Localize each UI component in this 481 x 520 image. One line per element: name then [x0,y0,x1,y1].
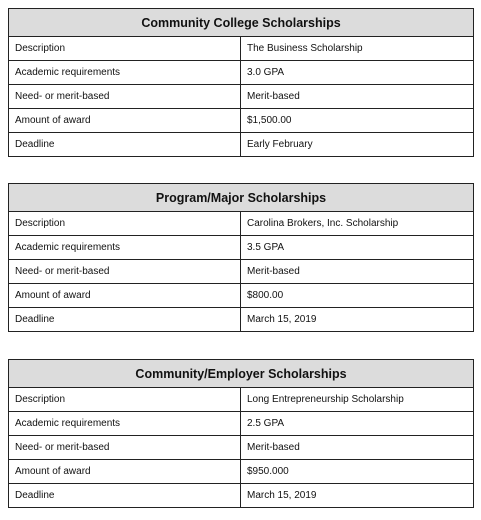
table-row [9,436,474,460]
row-label: Description [9,37,241,61]
row-label: Academic requirements [9,412,241,436]
row-value: 3.5 GPA [241,236,474,260]
table-row [9,109,474,133]
table-title: Community/Employer Scholarships [9,360,474,388]
community-employer-scholarships-table [8,359,474,508]
row-label: Description [9,212,241,236]
row-value: 3.0 GPA [241,61,474,85]
table-row [9,412,474,436]
row-label: Need- or merit-based [9,436,241,460]
table-header-row [9,184,474,212]
table-row [9,85,474,109]
row-value: $800.00 [241,284,474,308]
row-value: Early February [241,133,474,157]
table-row [9,133,474,157]
row-value: March 15, 2019 [241,484,474,508]
table-row [9,484,474,508]
table-row [9,284,474,308]
row-label: Description [9,388,241,412]
row-value: Carolina Brokers, Inc. Scholarship [241,212,474,236]
table-row [9,212,474,236]
row-value: Long Entrepreneurship Scholarship [241,388,474,412]
program-major-scholarships-table [8,183,474,332]
row-value: Merit-based [241,260,474,284]
row-label: Amount of award [9,284,241,308]
table-header-row [9,9,474,37]
table-header-row [9,360,474,388]
table-title: Program/Major Scholarships [9,184,474,212]
row-value: 2.5 GPA [241,412,474,436]
row-value: $950.000 [241,460,474,484]
row-value: Merit-based [241,85,474,109]
community-college-scholarships-table [8,8,474,157]
table-row [9,37,474,61]
table-row [9,236,474,260]
row-value: Merit-based [241,436,474,460]
row-value: $1,500.00 [241,109,474,133]
row-value: The Business Scholarship [241,37,474,61]
row-label: Need- or merit-based [9,85,241,109]
row-label: Need- or merit-based [9,260,241,284]
row-value: March 15, 2019 [241,308,474,332]
row-label: Academic requirements [9,236,241,260]
row-label: Amount of award [9,460,241,484]
table-row [9,460,474,484]
row-label: Amount of award [9,109,241,133]
row-label: Deadline [9,133,241,157]
table-row [9,308,474,332]
table-title: Community College Scholarships [9,9,474,37]
table-row [9,61,474,85]
row-label: Academic requirements [9,61,241,85]
row-label: Deadline [9,308,241,332]
table-row [9,388,474,412]
row-label: Deadline [9,484,241,508]
table-row [9,260,474,284]
